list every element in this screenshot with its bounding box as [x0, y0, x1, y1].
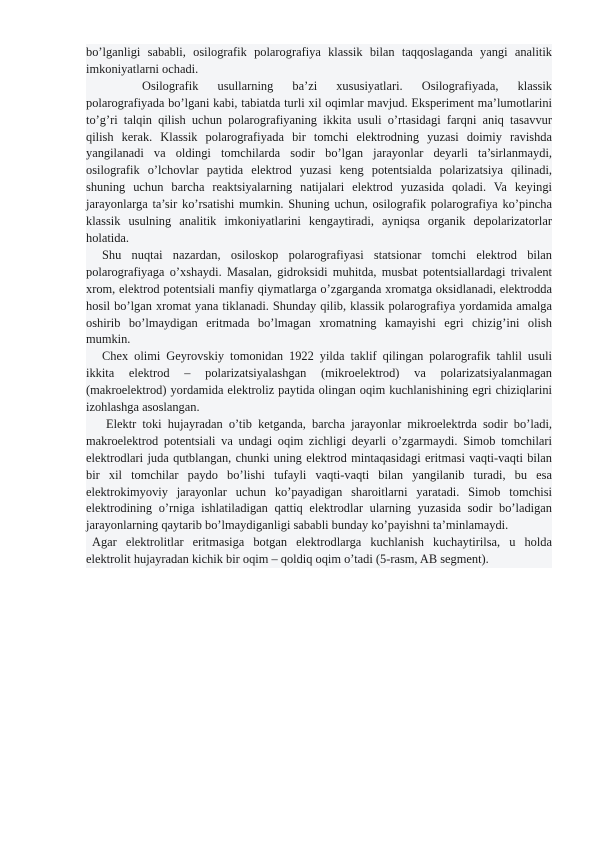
document-page: [86, 44, 552, 568]
paragraph-4: Chex olimi Geyrovskiy tomonidan 1922 yilda taklif qilingan polarografik tahlil usuli ikkita elektrod – polarizatsiyalashgan (mikroelektrod) va polarizatsiyalanmagan (makroelektrod) yordamida elektroliz paytida olingan oqim kuchlanishining egri chiziqlarini izohlashga asoslangan.: [86, 349, 552, 415]
paragraph-3: Shu nuqtai nazardan, osiloskop polarografiyasi statsionar tomchi elektrod bilan polarografiyaga o’xshaydi. Masalan, gidroksidi muhitda, musbat potentsiallardagi trivalent xrom, elektrod potentsiali manfiy qiymatlarga o’zgarganda xromatga oksidlanadi, elektrodda hosil bo’lgan xromat yana tiklanadi. Shunday qilib, klassik polarografiya yordamida amalga oshirib bo’lmaydigan eritmada bo’lmagan xromatning kamayishi egri chizig’ini olish mumkin.: [86, 247, 552, 347]
paragraph-2: Osilografik usullarning ba’zi xususiyatlari. Osilografiyada, klassik polarografiyada bo’lgani kabi, tabiatda turli xil oqimlar mavjud. Eksperiment ma’lumotlarini to’g’ri talqin qilish uchun polarografiyaning ikkita usuli o’rtasidagi farqni aniq tasavvur qilish kerak. Klassik polarografiyada bir tomchi elektrodning yuzasi doimiy ravishda yangilanadi va oldingi tomchilarda sodir bo’lgan jarayonlar deyarli ta’sirlanmaydi, osilografik o’lchovlar paytida elektrod yuzasi keng potentsialda polarizatsiya qilinadi, shuning uchun barcha reaktsiyalarning natijalari elektrod yuzasida qoladi. Va keyingi jarayonlarga ta’sir ko’rsatishi mumkin. Shuning uchun, osilografik polarografiya ko’pincha klassik usulning analitik imkoniyatlarini kengaytiradi, ayniqsa organik depolarizatorlar holatida.: [86, 78, 552, 245]
paragraph-6: Agar elektrolitlar eritmasiga botgan elektrodlarga kuchlanish kuchaytirilsa, u holda elektrolit hujayradan kichik bir oqim – qoldiq oqim o’tadi (5-rasm, AB segment).: [86, 535, 552, 567]
paragraph-5: Elektr toki hujayradan o’tib ketganda, barcha jarayonlar mikroelektrda sodir bo’ladi, makroelektrod potentsiali va undagi oqim zichligi deyarli o’zgarmaydi. Simob tomchilari elektrodlari juda qutblangan, chunki uning elektrod mintaqasidagi eritmasi vaqti-vaqti bilan bir xil tomchilar paydo bo’lishi tufayli vaqti-vaqti bilan yangilanib turadi, bu esa elektrokimyoviy jarayonlar uchun ko’payadigan sharoitlarni yaratadi. Simob tomchisi elektrodining o’rniga ishlatiladigan qattiq elektrodlar ularning yuzasida sodir bo’ladigan jarayonlarning qaytarib bo’lmaydiganligi sababli bunday ko’payishni ta’minlamaydi.: [86, 416, 552, 533]
paragraph-1: bo’lganligi sababli, osilografik polarografiya klassik bilan taqqoslaganda yangi analitik imkoniyatlarni ochadi.: [86, 45, 552, 76]
